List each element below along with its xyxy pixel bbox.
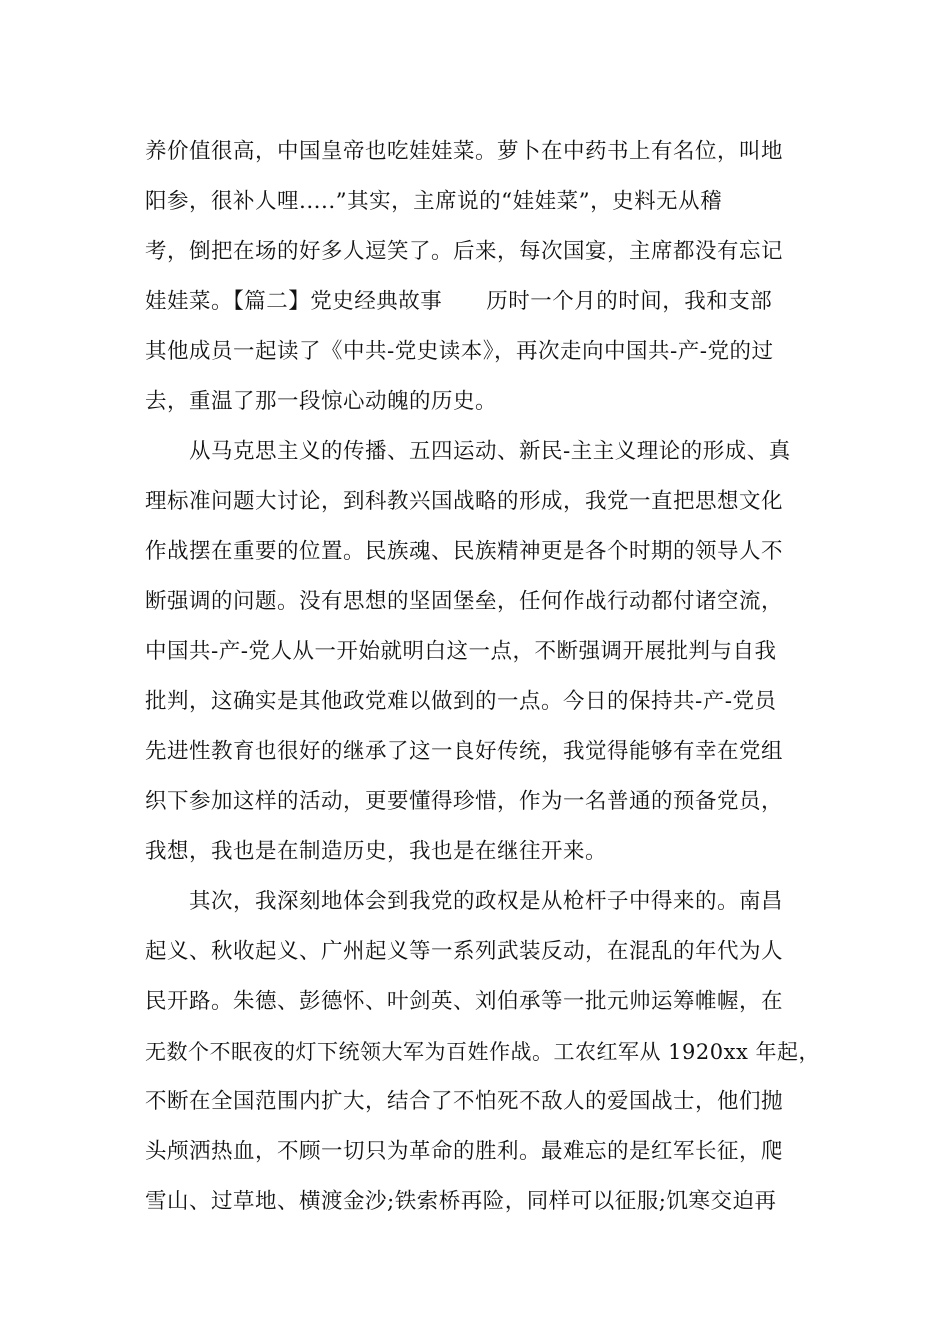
text-line: 理标准问题大讨论，到科教兴国战略的形成，我党一直把思想文化 (145, 489, 784, 514)
text-line: 中国共-产-党人从一开始就明白这一点，不断强调开展批判与自我 (145, 639, 777, 664)
text-line: 养价值很高，中国皇帝也吃娃娃菜。萝卜在中药书上有名位，叫地 (145, 139, 784, 164)
text-line: 雪山、过草地、横渡金沙;铁索桥再险，同样可以征服;饥寒交迫再 (145, 1189, 777, 1214)
text-line: 不断在全国范围内扩大，结合了不怕死不敌人的爱国战士，他们抛 (145, 1089, 784, 1114)
text-line: 先进性教育也很好的继承了这一良好传统，我觉得能够有幸在党组 (145, 739, 784, 764)
text-line: 我想，我也是在制造历史，我也是在继往开来。 (145, 839, 608, 864)
text-line: 起义、秋收起义、广州起义等一系列武装反动，在混乱的年代为人 (145, 939, 784, 964)
text-line: 头颅洒热血，不顾一切只为革命的胜利。最难忘的是红军长征，爬 (145, 1139, 784, 1164)
text-line: 批判，这确实是其他政党难以做到的一点。今日的保持共-产-党员 (145, 689, 777, 714)
text-line: 无数个不眠夜的灯下统领大军为百姓作战。工农红军从 1920xx 年起， (145, 1040, 820, 1064)
text-line: 阳参，很补人哩.....”其实，主席说的“娃娃菜”，史料无从稽 (145, 189, 723, 214)
text-line: 其次，我深刻地体会到我党的政权是从枪杆子中得来的。南昌 (145, 889, 784, 914)
text-line: 娃娃菜。【篇二】党史经典故事 历时一个月的时间，我和支部 (145, 289, 773, 314)
text-line: 从马克思主义的传播、五四运动、新民-主主义理论的形成、真 (145, 439, 791, 464)
text-line: 考，倒把在场的好多人逗笑了。后来，每次国宴，主席都没有忘记 (145, 239, 784, 264)
text-line: 织下参加这样的活动，更要懂得珍惜，作为一名普通的预备党员， (145, 789, 784, 814)
text-line: 民开路。朱德、彭德怀、叶剑英、刘伯承等一批元帅运筹帷幄，在 (145, 989, 784, 1014)
text-line: 其他成员一起读了《中共-党史读本》，再次走向中国共-产-党的过 (145, 339, 774, 364)
text-line: 断强调的问题。没有思想的坚固堡垒，任何作战行动都付诸空流， (145, 589, 784, 614)
text-line: 去，重温了那一段惊心动魄的历史。 (145, 389, 498, 414)
text-line: 作战摆在重要的位置。民族魂、民族精神更是各个时期的领导人不 (145, 539, 784, 564)
